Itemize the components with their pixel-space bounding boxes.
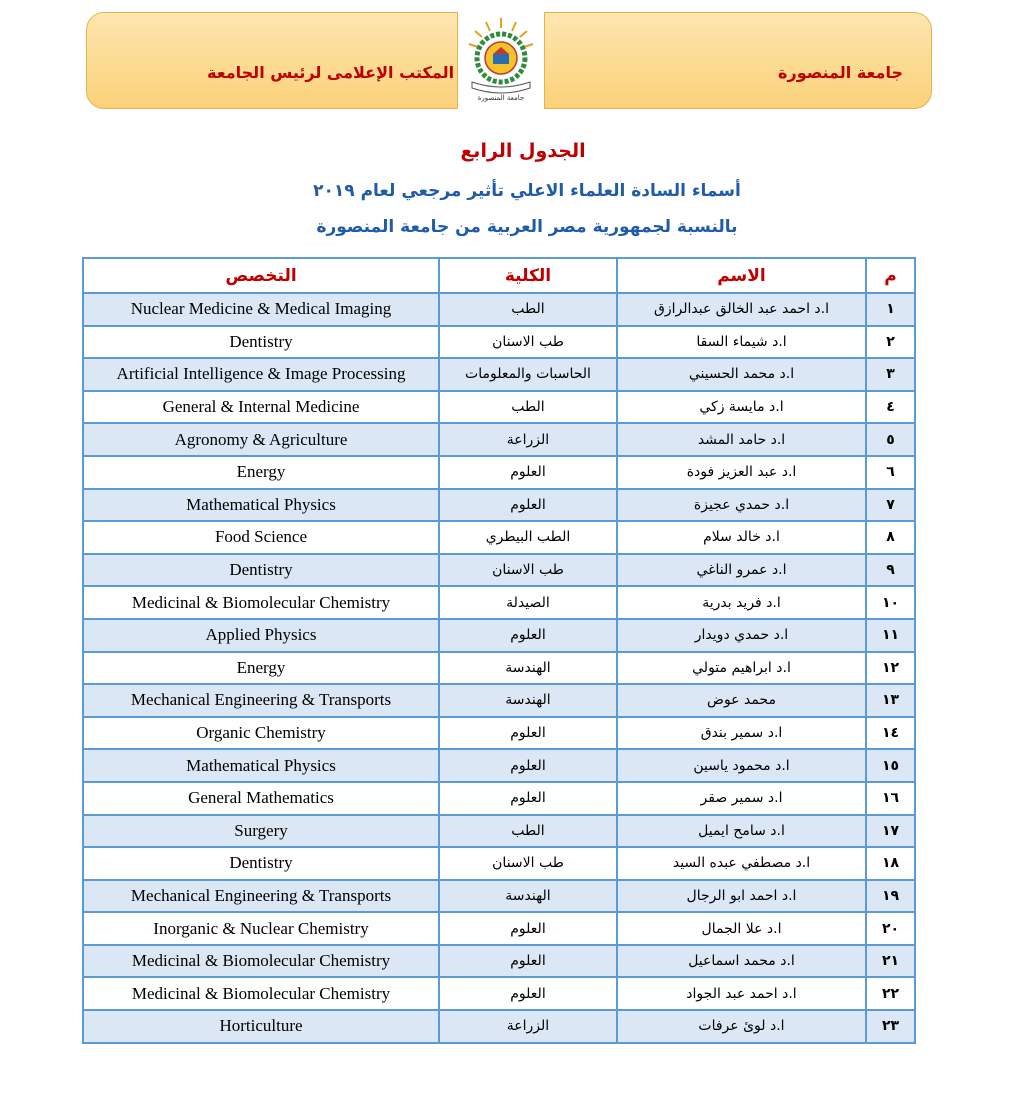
cell-name: ا.د ابراهيم متولي xyxy=(617,652,866,685)
cell-name: ا.د حمدي دويدار xyxy=(617,619,866,652)
cell-name: ا.د احمد عبد الخالق عبدالرازق xyxy=(617,293,866,326)
table-header-row xyxy=(83,258,915,293)
cell-faculty: الحاسبات والمعلومات xyxy=(439,358,617,391)
cell-faculty: طب الاسنان xyxy=(439,847,617,880)
cell-specialty: Dentistry xyxy=(83,554,439,587)
cell-faculty: الطب xyxy=(439,391,617,424)
scholars-table xyxy=(82,257,916,1044)
table-subtitle-1: أسماء السادة العلماء الاعلي تأثير مرجعي لعام ٢٠١٩ xyxy=(313,181,741,201)
cell-name: ا.د مصطفي عبده السيد xyxy=(617,847,866,880)
cell-num: ٢ xyxy=(866,326,915,359)
cell-specialty: Agronomy & Agriculture xyxy=(83,423,439,456)
cell-faculty: الصيدلة xyxy=(439,586,617,619)
table-row xyxy=(83,912,915,945)
cell-name: ا.د فريد بدرية xyxy=(617,586,866,619)
cell-num: ٥ xyxy=(866,423,915,456)
cell-num: ١٧ xyxy=(866,815,915,848)
cell-faculty: الهندسة xyxy=(439,652,617,685)
banner-right-panel xyxy=(544,12,932,109)
university-name-label: جامعة المنصورة xyxy=(778,63,903,82)
cell-num: ٢٠ xyxy=(866,912,915,945)
cell-specialty: Medicinal & Biomolecular Chemistry xyxy=(83,977,439,1010)
table-row xyxy=(83,684,915,717)
cell-specialty: Horticulture xyxy=(83,1010,439,1043)
banner-left-panel xyxy=(86,12,458,109)
cell-faculty: الهندسة xyxy=(439,880,617,913)
cell-name: ا.د احمد ابو الرجال xyxy=(617,880,866,913)
table-row xyxy=(83,619,915,652)
cell-faculty: العلوم xyxy=(439,749,617,782)
cell-name: ا.د شيماء السقا xyxy=(617,326,866,359)
table-row xyxy=(83,847,915,880)
cell-specialty: General & Internal Medicine xyxy=(83,391,439,424)
table-row xyxy=(83,880,915,913)
cell-name: ا.د لوئ عرفات xyxy=(617,1010,866,1043)
cell-faculty: الزراعة xyxy=(439,1010,617,1043)
cell-faculty: الهندسة xyxy=(439,684,617,717)
cell-num: ١ xyxy=(866,293,915,326)
header-specialty: التخصص xyxy=(83,258,439,293)
cell-specialty: General Mathematics xyxy=(83,782,439,815)
svg-text:جامعة المنصورة: جامعة المنصورة xyxy=(477,94,525,102)
table-row xyxy=(83,456,915,489)
cell-specialty: Dentistry xyxy=(83,326,439,359)
table-subtitle-2: بالنسبة لجمهورية مصر العربية من جامعة المنصورة xyxy=(316,217,738,237)
cell-name: محمد عوض xyxy=(617,684,866,717)
cell-specialty: Food Science xyxy=(83,521,439,554)
cell-specialty: Dentistry xyxy=(83,847,439,880)
cell-specialty: Organic Chemistry xyxy=(83,717,439,750)
table-row xyxy=(83,554,915,587)
cell-faculty: الطب البيطري xyxy=(439,521,617,554)
cell-name: ا.د سامح ايميل xyxy=(617,815,866,848)
cell-name: ا.د محمد اسماعيل xyxy=(617,945,866,978)
cell-faculty: طب الاسنان xyxy=(439,554,617,587)
cell-faculty: الزراعة xyxy=(439,423,617,456)
table-row xyxy=(83,326,915,359)
table-row xyxy=(83,782,915,815)
cell-num: ١٨ xyxy=(866,847,915,880)
table-row xyxy=(83,489,915,522)
university-logo xyxy=(458,12,544,109)
cell-name: ا.د محمد الحسيني xyxy=(617,358,866,391)
cell-name: ا.د محمود ياسين xyxy=(617,749,866,782)
table-row xyxy=(83,945,915,978)
cell-num: ٦ xyxy=(866,456,915,489)
cell-name: ا.د سمير بندق xyxy=(617,717,866,750)
cell-specialty: Nuclear Medicine & Medical Imaging xyxy=(83,293,439,326)
cell-specialty: Surgery xyxy=(83,815,439,848)
table-row xyxy=(83,586,915,619)
cell-faculty: طب الاسنان xyxy=(439,326,617,359)
cell-name: ا.د حمدي عجيزة xyxy=(617,489,866,522)
cell-num: ١١ xyxy=(866,619,915,652)
cell-num: ١٩ xyxy=(866,880,915,913)
cell-name: ا.د عمرو الناغي xyxy=(617,554,866,587)
cell-name: ا.د عبد العزيز فودة xyxy=(617,456,866,489)
cell-specialty: Mathematical Physics xyxy=(83,489,439,522)
cell-num: ١٦ xyxy=(866,782,915,815)
cell-num: ١٣ xyxy=(866,684,915,717)
cell-specialty: Energy xyxy=(83,456,439,489)
cell-faculty: الطب xyxy=(439,293,617,326)
table-row xyxy=(83,423,915,456)
cell-faculty: العلوم xyxy=(439,912,617,945)
cell-num: ٩ xyxy=(866,554,915,587)
cell-num: ٤ xyxy=(866,391,915,424)
cell-name: ا.د حامد المشد xyxy=(617,423,866,456)
table-row xyxy=(83,391,915,424)
cell-num: ٧ xyxy=(866,489,915,522)
cell-faculty: العلوم xyxy=(439,489,617,522)
table-row xyxy=(83,521,915,554)
cell-name: ا.د علا الجمال xyxy=(617,912,866,945)
cell-specialty: Artificial Intelligence & Image Processing xyxy=(83,358,439,391)
table-body xyxy=(83,293,915,1043)
cell-specialty: Energy xyxy=(83,652,439,685)
header-num: م xyxy=(866,258,915,293)
cell-specialty: Mechanical Engineering & Transports xyxy=(83,880,439,913)
table-row xyxy=(83,749,915,782)
cell-faculty: العلوم xyxy=(439,782,617,815)
cell-faculty: العلوم xyxy=(439,717,617,750)
cell-specialty: Applied Physics xyxy=(83,619,439,652)
cell-num: ١٥ xyxy=(866,749,915,782)
cell-num: ١٤ xyxy=(866,717,915,750)
cell-num: ٢٢ xyxy=(866,977,915,1010)
cell-faculty: العلوم xyxy=(439,945,617,978)
cell-name: ا.د مايسة زكي xyxy=(617,391,866,424)
media-office-label: المكتب الإعلامى لرئيس الجامعة xyxy=(207,63,455,82)
cell-num: ٨ xyxy=(866,521,915,554)
header-name: الاسم xyxy=(617,258,866,293)
cell-name: ا.د خالد سلام xyxy=(617,521,866,554)
cell-faculty: الطب xyxy=(439,815,617,848)
table-row xyxy=(83,717,915,750)
table-row xyxy=(83,815,915,848)
cell-faculty: العلوم xyxy=(439,456,617,489)
cell-num: ١٠ xyxy=(866,586,915,619)
cell-specialty: Medicinal & Biomolecular Chemistry xyxy=(83,945,439,978)
table-row xyxy=(83,1010,915,1043)
cell-faculty: العلوم xyxy=(439,977,617,1010)
cell-name: ا.د احمد عبد الجواد xyxy=(617,977,866,1010)
cell-specialty: Inorganic & Nuclear Chemistry xyxy=(83,912,439,945)
header-banner xyxy=(86,12,932,109)
header-faculty: الكلية xyxy=(439,258,617,293)
cell-num: ٢١ xyxy=(866,945,915,978)
cell-name: ا.د سمير صقر xyxy=(617,782,866,815)
table-row xyxy=(83,358,915,391)
table-row xyxy=(83,977,915,1010)
cell-faculty: العلوم xyxy=(439,619,617,652)
cell-specialty: Medicinal & Biomolecular Chemistry xyxy=(83,586,439,619)
cell-specialty: Mathematical Physics xyxy=(83,749,439,782)
cell-num: ٢٣ xyxy=(866,1010,915,1043)
table-row xyxy=(83,293,915,326)
table-row xyxy=(83,652,915,685)
cell-num: ١٢ xyxy=(866,652,915,685)
cell-num: ٣ xyxy=(866,358,915,391)
cell-specialty: Mechanical Engineering & Transports xyxy=(83,684,439,717)
table-title: الجدول الرابع xyxy=(460,140,586,162)
